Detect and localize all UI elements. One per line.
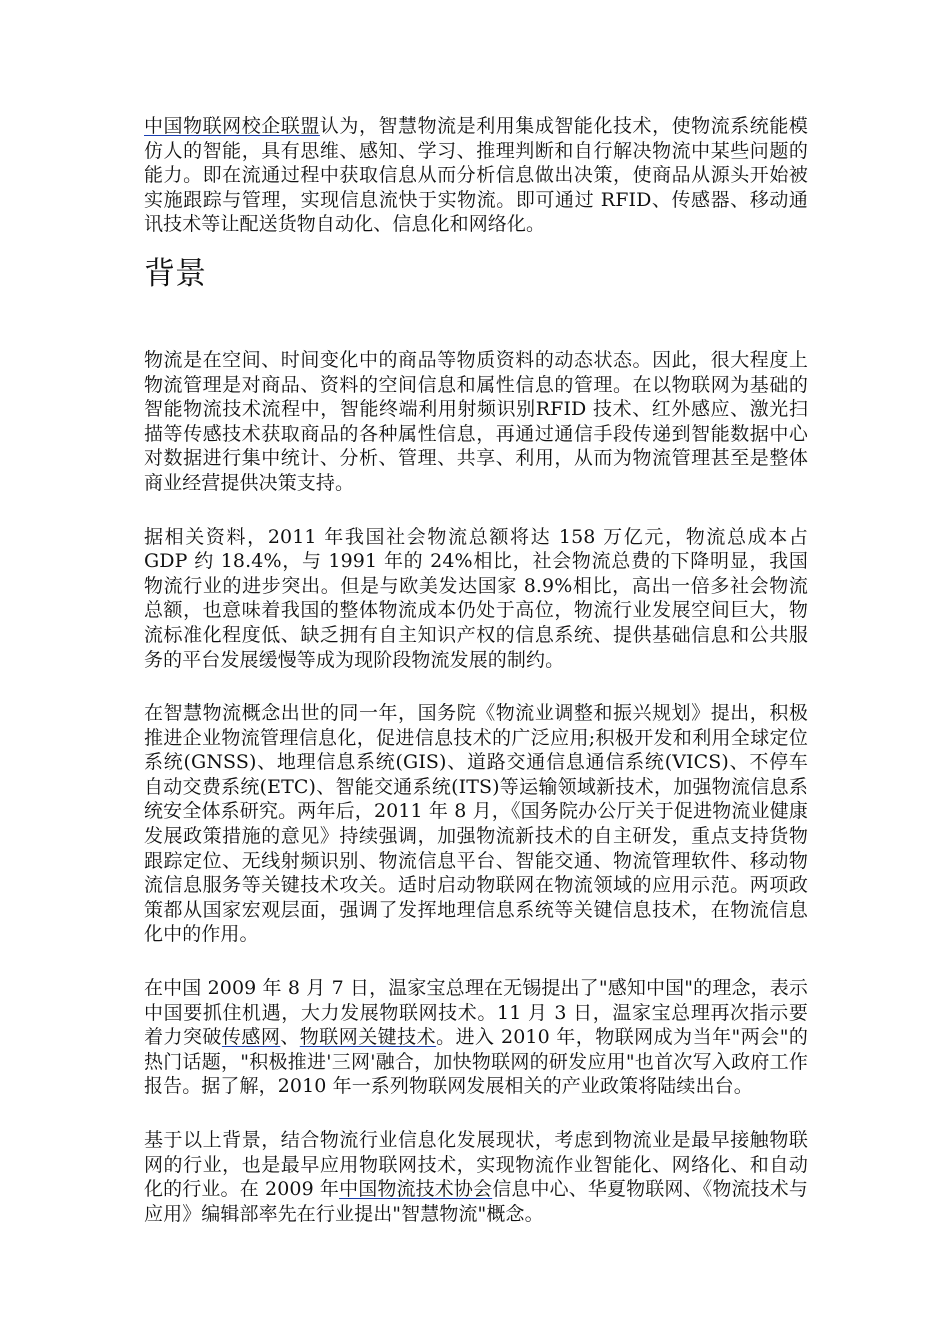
p5-text-a: 基于以上背景，结合物流行业信息化发展现状，考虑到物流业是最早接触物联网的行业，也是最早应用物联网技术，实现物流作业智能化、网络化、和自动化的行业。在 2009 年	[144, 1129, 808, 1201]
p4-text-a: 在中国 2009 年 8 月 7 日，温家宝总理在无锡提出了"感知中国"的理念，表示中国要抓住机遇，大力发展物联网技术。11 月 3 日，温家宝总理再次指示要着力突破	[144, 977, 808, 1049]
paragraph-sensing-china	[144, 976, 808, 1099]
link-iot-alliance[interactable]: 中国物联网校企联盟	[144, 115, 320, 137]
intro-text: 认为，智慧物流是利用集成智能化技术，使物流系统能模仿人的智能，具有思维、感知、学习、推理判断和自行解决物流中某些问题的能力。即在流通过程中获取信息从而分析信息做出决策，使商品从源头开始被实施跟踪与管理，实现信息流快于实物流。即可通过 RFID、传感器、移动通讯技术等让配送货物自动化、信息化和网络化。	[144, 115, 808, 236]
paragraph-logistics-definition: 物流是在空间、时间变化中的商品等物质资料的动态状态。因此，很大程度上物流管理是对商品、资料的空间信息和属性信息的管理。在以物联网为基础的智能物流技术流程中，智能终端利用射频识别RFID 技术、红外感应、激光扫描等传感技术获取商品的各种属性信息，再通过通信手段传递到智能数据中心对数据进行集中统计、分析、管理、共享、利用，从而为物流管理甚至是整体商业经营提供决策支持。	[144, 348, 808, 494]
p5-text-b: 信息中心、华夏物联网、《物流技术与应用》编辑部率先在行业提出"智慧物流"概念。	[144, 1178, 808, 1225]
paragraph-logistics-statistics: 据相关资料，2011 年我国社会物流总额将达 158 万亿元，物流总成本占 GDP 约 18.4%，与 1991 年的 24%相比，社会物流总费的下降明显，我国物流行业的进步突出。但是与欧美发达国家 8.9%相比，高出一倍多社会物流总额，也意味着我国的整体物流成本仍处于高位，物流行业发展空间巨大，物流标准化程度低、缺乏拥有自主知识产权的信息系统、提供基础信息和公共服务的平台发展缓慢等成为现阶段物流发展的制约。	[144, 525, 808, 671]
document-page	[144, 110, 808, 1226]
link-iot-key-technology[interactable]: 物联网关键技术	[299, 1026, 437, 1049]
p4-text-b: 、	[280, 1026, 300, 1049]
paragraph-policy: 在智慧物流概念出世的同一年，国务院《物流业调整和振兴规划》提出，积极推进企业物流管理信息化，促进信息技术的广泛应用;积极开发和利用全球定位系统(GNSS)、地理信息系统(GIS)、道路交通信息通信系统(VICS)、不停车自动交费系统(ETC)、智能交通系统(ITS)等运输领域新技术，加强物流信息系统安全体系研究。两年后，2011 年 8 月，《国务院办公厅关于促进物流业健康发展政策措施的意见》持续强调，加强物流新技术的自主研发，重点支持货物跟踪定位、无线射频识别、物流信息平台、智能交通、物流管理软件、移动物流信息服务等关键技术攻关。适时启动物联网在物流领域的应用示范。两项政策都从国家宏观层面，强调了发挥地理信息系统等关键信息技术，在物流信息化中的作用。	[144, 702, 808, 946]
p4-text-c: 。进入 2010 年，物联网成为当年"两会"的热门话题，"积极推进'三网'融合，加快物联网的研发应用"也首次写入政府工作报告。据了解，2010 年一系列物联网发展相关的产业政策将陆续出台。	[144, 1026, 809, 1098]
paragraph-smart-logistics-origin	[144, 1128, 808, 1226]
intro-paragraph	[144, 114, 808, 237]
link-sensor-network[interactable]: 传感网	[221, 1026, 281, 1049]
section-heading-background: 背景	[144, 255, 206, 292]
link-logistics-tech-association[interactable]: 中国物流技术协会	[339, 1178, 493, 1201]
